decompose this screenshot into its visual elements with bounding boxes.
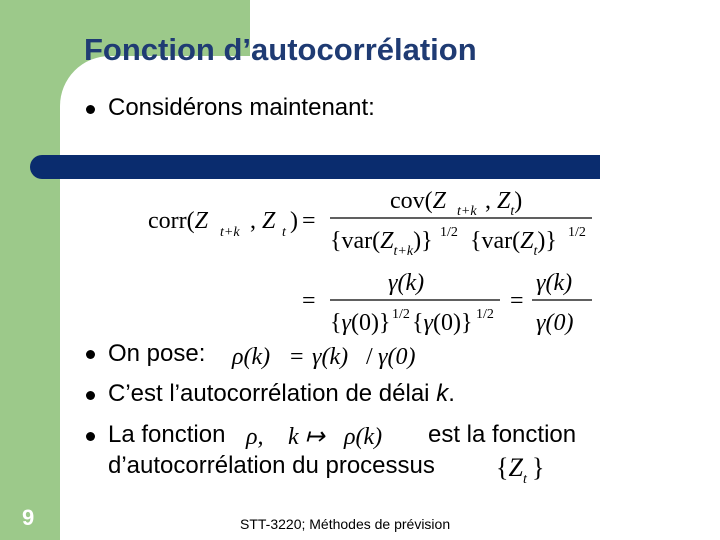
- gamma-den: {γ(0)}: [330, 310, 391, 336]
- left-green-band: [0, 0, 60, 540]
- footer-text: STT-3220; Méthodes de prévision: [240, 516, 451, 532]
- eq-2: =: [302, 288, 316, 314]
- correlation-formula: [140, 180, 600, 345]
- var-den-2: $\{var(Z_t)\}$: [470, 228, 557, 259]
- eq-3: =: [510, 288, 524, 314]
- comma-z: , Z: [250, 208, 276, 234]
- rho-function: [244, 416, 424, 452]
- gamma-0: γ(0): [378, 344, 416, 370]
- bullet-text-1: Considérons maintenant:: [108, 94, 375, 121]
- sub-tk: t+k: [220, 225, 240, 240]
- zt-open: {$Z_t$: [496, 453, 527, 487]
- rho-k: ρ(k): [232, 344, 271, 370]
- bullet-text-4c: d’autocorrélation du processus: [108, 452, 435, 479]
- bullet-text-3: C’est l’autocorrélation de délai k.: [108, 380, 455, 407]
- slash: /: [366, 344, 373, 370]
- bullet-dot: [86, 432, 95, 441]
- gamma-k: γ(k): [312, 344, 349, 370]
- close-paren: ): [290, 208, 298, 234]
- bullet-dot: [86, 350, 95, 359]
- var-den-1: $\{var(Z_{t+k})\}$: [330, 228, 433, 259]
- cov-numerator: cov(Z: [390, 188, 447, 214]
- rho-k-2: ρ(k): [344, 424, 383, 450]
- gamma-k-num-2: γ(k): [536, 270, 573, 296]
- gamma-0-den: γ(0): [536, 310, 574, 336]
- slide-title: Fonction d’autocorrélation: [84, 32, 477, 67]
- sub-t: t: [282, 225, 286, 240]
- gamma-k-num-1: γ(k): [388, 270, 425, 296]
- gamma-den-2: {γ(0)}: [412, 310, 473, 336]
- exp-2: 1/2: [568, 225, 586, 240]
- zt-close: }: [532, 453, 545, 482]
- page-number: 9: [22, 505, 35, 530]
- exp-3: 1/2: [392, 307, 410, 322]
- rho-symbol: ρ,: [246, 424, 264, 450]
- bullet-text-2: On pose:: [108, 340, 206, 367]
- eq-4: =: [290, 344, 304, 370]
- cov-comma: , $Z_t$): [485, 188, 523, 219]
- k-map: k ↦: [288, 424, 325, 450]
- exp-1: 1/2: [440, 225, 458, 240]
- bullet-text-4a: La fonction: [108, 421, 226, 448]
- bullet-text-4b: est la fonction: [428, 421, 577, 448]
- bullet-dot: [86, 105, 95, 114]
- corr-lhs: corr(Z: [148, 208, 208, 234]
- bullet-dot: [86, 391, 95, 400]
- process-set: [494, 448, 554, 488]
- eq-1: =: [302, 208, 316, 234]
- blue-divider: [30, 155, 600, 179]
- rho-definition: [230, 336, 440, 376]
- exp-4: 1/2: [476, 307, 494, 322]
- sub-tk-2: t+k: [457, 204, 477, 219]
